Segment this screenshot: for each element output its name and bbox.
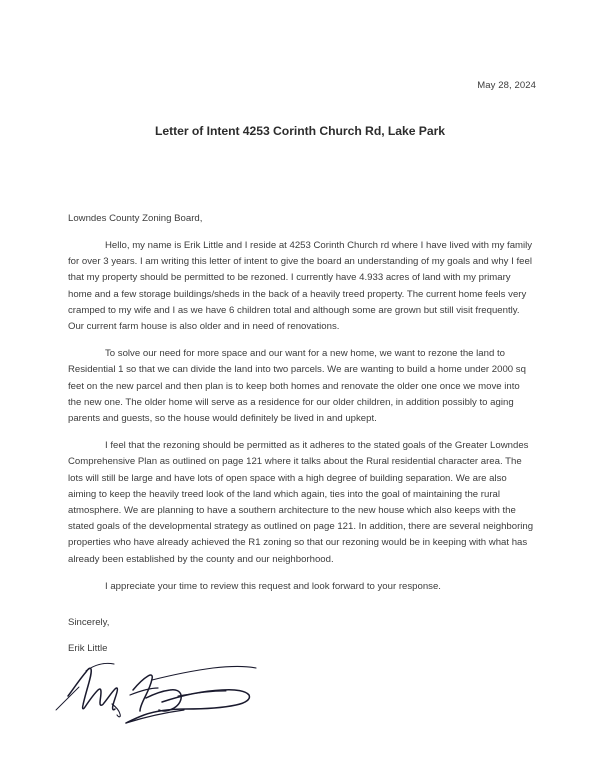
letter-date: May 28, 2024	[477, 80, 536, 91]
closing-salutation: Sincerely,	[68, 617, 110, 628]
letter-paragraph-1: Hello, my name is Erik Little and I reside at 4253 Corinth Church rd where I have lived with my family for over 3 years. I am writing this letter of intent to give the board an understanding of my goals and why I feel that my property should be permitted to be rezoned. I currently have 4.933 acres of land with my primary home and a few storage buildings/sheds in the back of a heavily treed property. The current home feels very cramped to my wife and I as we have 6 children total and although some are grown but still visit frequently. Our current farm house is also older and in need of renovations.	[68, 240, 533, 333]
handwritten-signature-icon	[50, 652, 280, 730]
letter-paragraph-2: To solve our need for more space and our want for a new home, we want to rezone the land to Residential 1 so that we can divide the land into two parcels. We are wanting to build a home under 2000 sq feet on the new parcel and then plan is to keep both homes and renovate the older one once we move into the new one. The older home will serve as a residence for our older children, in addition possibly to aging parents and guests, so the house would definitely be lived in and upkept.	[68, 348, 526, 425]
closing-signer-name: Erik Little	[68, 643, 108, 654]
letter-paragraph-3: I feel that the rezoning should be permitted as it adheres to the stated goals of the Greater Lowndes Comprehensive Plan as outlined on page 121 where it talks about the Rural residential character area. The lots will still be large and have lots of open space with a high degree of building separation. We are also aiming to keep the heavily treed look of the land which again, ties into the goal of maintaining the rural atmosphere. We are planning to have a southern architecture to the new house which also keeps with the stated goals of the developmental strategy as outlined on page 121. In addition, there are several neighboring properties who have already achieved the R1 zoning so that our rezoning would be in keeping with what has already been established by the county and our neighborhood.	[68, 440, 534, 565]
letter-salutation: Lowndes County Zoning Board,	[68, 213, 203, 224]
letter-body	[68, 211, 534, 595]
letter-paragraph-4: I appreciate your time to review this request and look forward to your response.	[105, 580, 441, 592]
letter-closing-block	[68, 615, 109, 657]
page-title: Letter of Intent 4253 Corinth Church Rd, Lake Park	[154, 124, 446, 138]
